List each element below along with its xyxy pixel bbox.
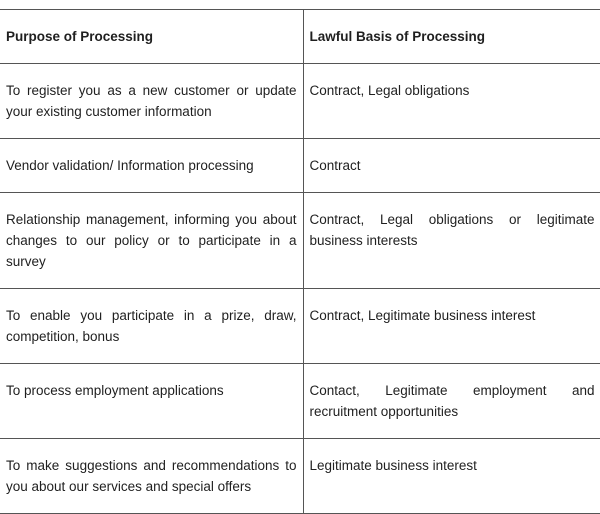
table-row (0, 289, 600, 364)
basis-cell: Contract, Legal obligations (303, 64, 600, 139)
table-header-row (0, 10, 600, 64)
purpose-cell: To process employment applications (0, 364, 303, 439)
header-purpose: Purpose of Processing (0, 10, 303, 64)
purpose-cell: Relationship management, informing you about changes to our policy or to participate in a survey (0, 193, 303, 289)
purpose-cell: To enable you participate in a prize, draw, competition, bonus (0, 289, 303, 364)
header-lawful-basis: Lawful Basis of Processing (303, 10, 600, 64)
basis-cell: Contract, Legitimate business interest (303, 289, 600, 364)
basis-cell: Contract, Legal obligations or legitimate business interests (303, 193, 600, 289)
table-row (0, 193, 600, 289)
basis-cell: Contact, Legitimate employment and recruitment opportunities (303, 364, 600, 439)
table-row (0, 64, 600, 139)
basis-cell: Legitimate business interest (303, 439, 600, 514)
purpose-cell: To make suggestions and recommendations to you about our services and special offers (0, 439, 303, 514)
purpose-cell: Vendor validation/ Information processing (0, 139, 303, 193)
purpose-cell: To register you as a new customer or update your existing customer information (0, 64, 303, 139)
table-row (0, 364, 600, 439)
table-row (0, 439, 600, 514)
basis-cell: Contract (303, 139, 600, 193)
table-row (0, 139, 600, 193)
lawful-basis-table (0, 9, 600, 514)
